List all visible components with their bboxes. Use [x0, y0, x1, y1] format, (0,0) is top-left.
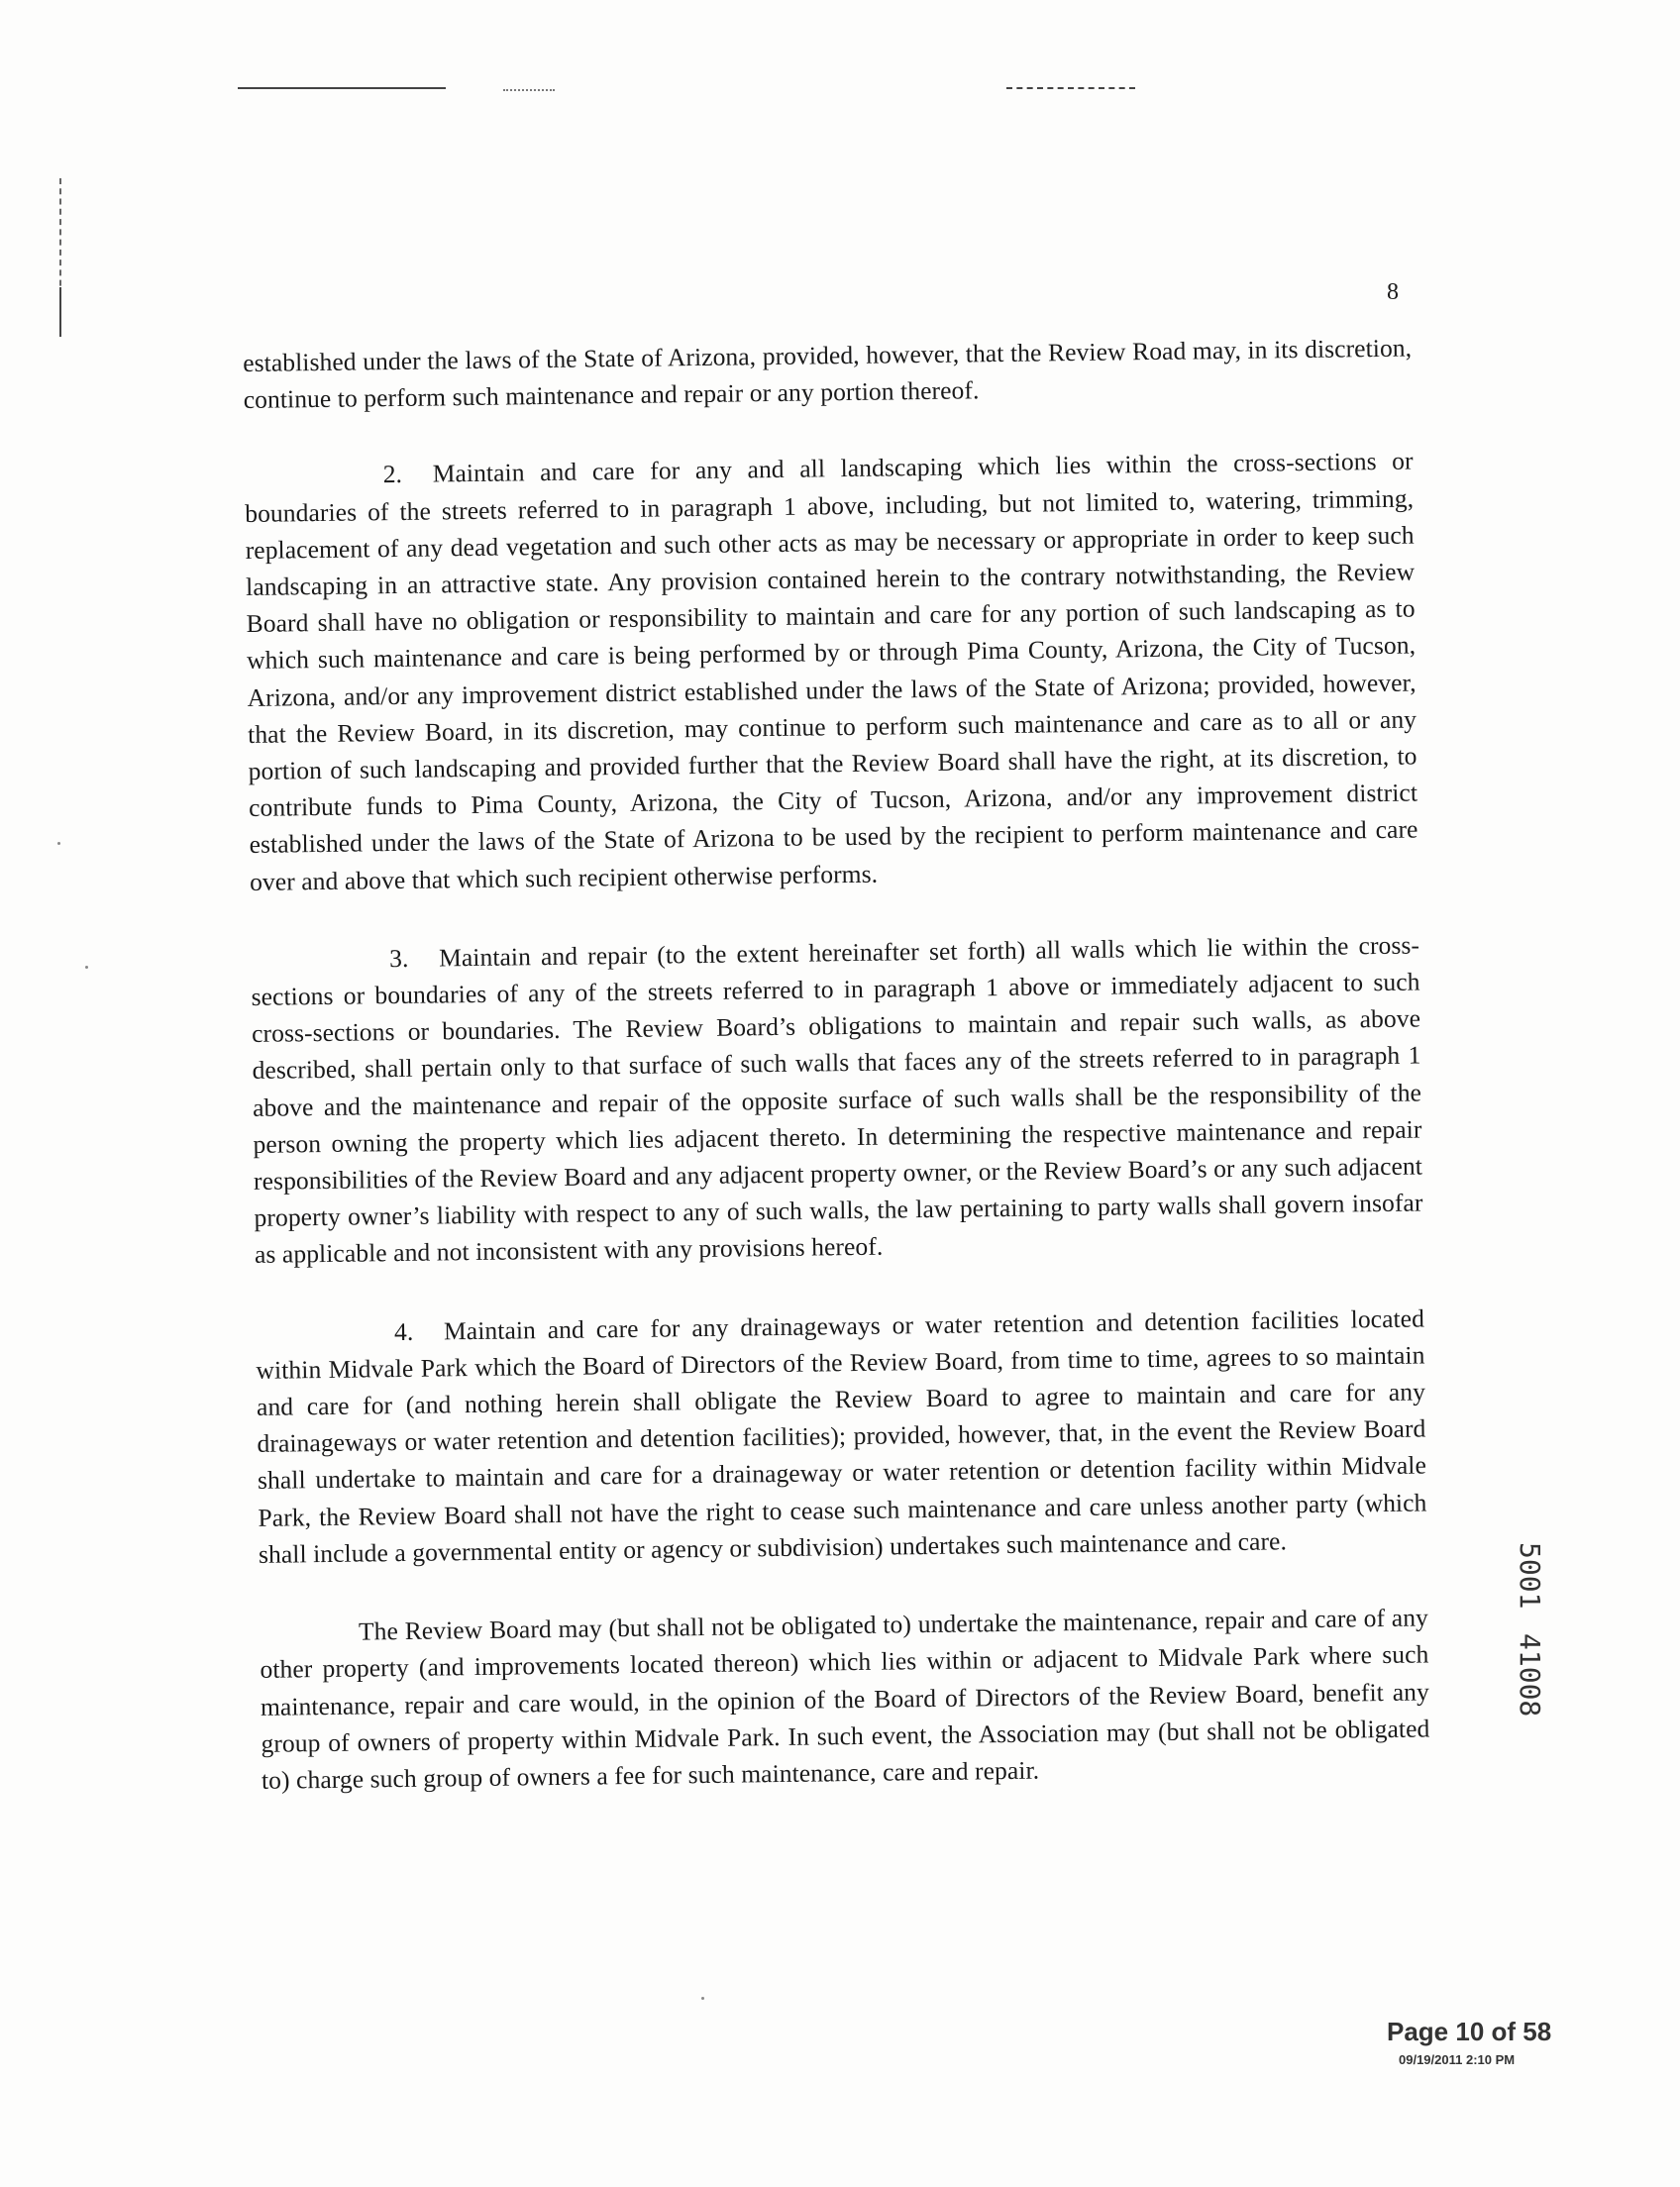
side-recording-stamp: [1514, 1541, 1546, 1718]
scan-artifact-rule: [503, 89, 555, 91]
scan-artifact-rule: [238, 87, 446, 89]
paragraph-item-2: [244, 443, 1418, 900]
item-number: 2.: [382, 460, 403, 489]
scan-speck: [85, 966, 88, 969]
paragraph-item-4: [256, 1300, 1427, 1573]
item-text: Maintain and care for any drainageways or water retention and detention facilities located within Midvale Park which the Board of Directors of the Review Board, from time to time, agrees to so maintain and care for (and nothing herein shall obligate the Review Board to agree to maintain and care for any drainageways or water retention and detention facilities); provided, however, that, in the event the Review Board shall undertake to maintain and care for a drainageway or water retention or detention facility within Midvale Park, the Review Board shall not have the right to cease such maintenance and care unless another party (which shall include a governmental entity or agency or subdivision) undertakes such maintenance and care.: [256, 1303, 1427, 1569]
paragraph-continuation: established under the laws of the State of Arizona, provided, however, that the Review Road may, in its discretion, continue to perform such maintenance and repair or any portion thereof.: [243, 333, 1413, 415]
scan-artifact-margin-mark: [59, 287, 61, 337]
scan-speck: [701, 1997, 704, 2000]
stamp-part: 41008: [1514, 1633, 1546, 1718]
footer-page-label: Page 10 of 58: [1387, 2017, 1552, 2046]
page-number: 8: [1387, 279, 1399, 305]
item-text: Maintain and repair (to the extent hereinafter set forth) all walls which lie within the cross-sections or boundaries of any of the streets referred to in paragraph 1 above or immediately adjacent to such cross-sections or boundaries. The Review Board’s obligations to maintain and repair such walls, as above described, shall pertain only to that surface of such walls that faces any of the streets referred to in paragraph 1 above and the maintenance and repair of the opposite surface of such walls shall be the responsibility of the person owning the property which lies adjacent thereto. In determining the respective maintenance and repair responsibilities of the Review Board and any adjacent property owner, or the Review Board’s or any such adjacent property owner’s liability with respect to any of such walls, the law pertaining to party walls shall govern insofar as applicable and not inconsistent with any provisions hereof.: [251, 930, 1423, 1270]
item-text: Maintain and care for any and all landscaping which lies within the cross-sections or boundaries of the streets referred to in paragraph 1 above, including, but not limited to, watering, trimming, replacement of any dead vegetation and such other acts as may be necessary or appropriate in order to keep such landscaping in an attractive state. Any provision contained herein to the contrary notwithstanding, the Review Board shall have no obligation or responsibility to maintain and care for any portion of such landscaping as to which such maintenance and care is being performed by or through Pima County, Arizona, the City of Tucson, Arizona, and/or any improvement district established under the laws of the State of Arizona; provided, however, that the Review Board, in its discretion, may continue to perform such maintenance and care as to all or any portion of such landscaping and provided further that the Review Board shall have the right, at its discretion, to contribute funds to Pima County, Arizona, the City of Tucson, Arizona, and/or any improvement district established under the laws of the State of Arizona to be used by the recipient to perform maintenance and care over and above that which such recipient otherwise performs.: [245, 446, 1418, 896]
footer-timestamp: 09/19/2011 2:10 PM: [1399, 2052, 1516, 2067]
paragraph-closing: The Review Board may (but shall not be obligated to) undertake the maintenance, repair and care of any other property (and improvements located thereon) which lies within or adjacent to Midvale Park where such maintenance, repair and care would, in the opinion of the Board of Directors of the Review Board, benefit any group of owners of property within Midvale Park. In such event, the Association may (but shall not be obligated to) charge such group of owners a fee for such maintenance, care and repair.: [260, 1603, 1430, 1795]
stamp-part: 5001: [1514, 1542, 1546, 1610]
paragraph-item-3: [251, 926, 1423, 1273]
item-number: 4.: [393, 1316, 414, 1346]
scan-artifact-rule: [1006, 87, 1135, 89]
item-number: 3.: [388, 943, 409, 973]
scan-speck: [57, 842, 60, 845]
document-body: [243, 330, 1431, 1840]
